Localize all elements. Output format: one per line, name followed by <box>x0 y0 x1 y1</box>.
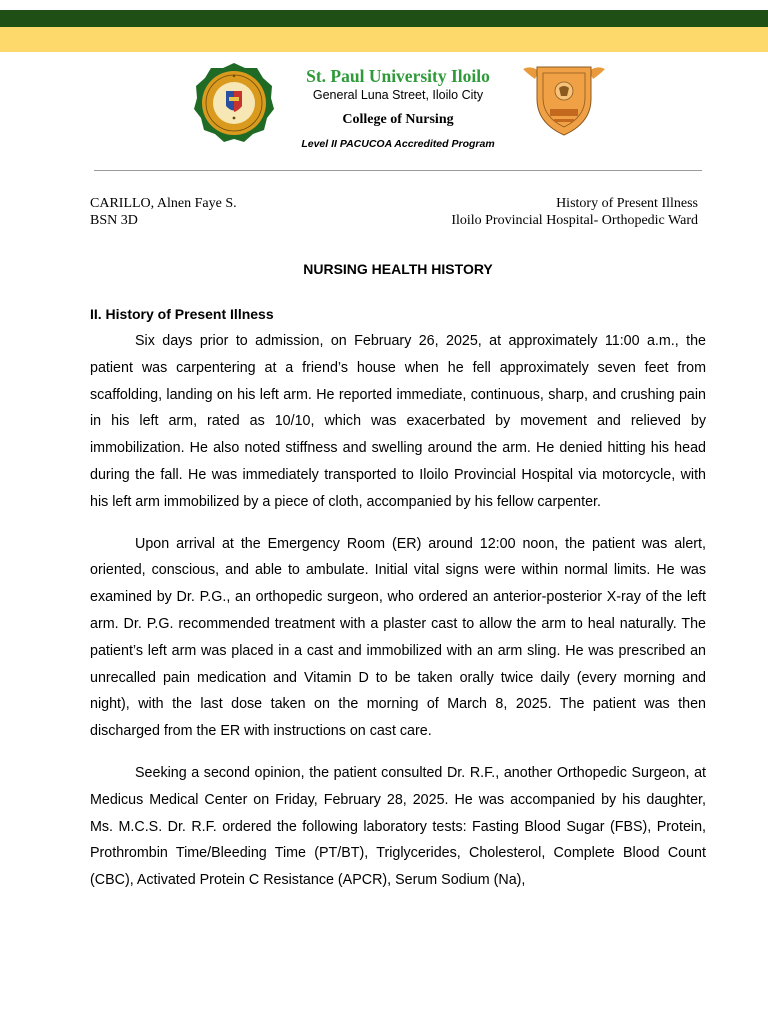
university-name: St. Paul University Iloilo <box>306 66 490 86</box>
document-context <box>451 195 698 229</box>
header-green-band <box>0 10 768 27</box>
document-type: History of Present Illness <box>556 196 698 211</box>
college-name: College of Nursing <box>342 112 454 127</box>
accreditation-line: Level II PACUCOA Accredited Program <box>301 138 495 150</box>
clinical-location: Iloilo Provincial Hospital- Orthopedic Ward <box>451 213 698 228</box>
section-body <box>90 328 706 909</box>
paragraph: Six days prior to admission, on February 26, 2025, at approximately 11:00 a.m., the patient was carpentering at a friend’s house when he fell approximately seven feet from scaffolding, landing on his left arm. He reported immediate, continuous, sharp, and crushing pain in his left arm, rated as 10/10, which was exacerbated by movement and relieved by immobilization. He also noted stiffness and swelling around the arm. He denied hitting his head during the fall. He was immediately transported to Iloilo Provincial Hospital via motorcycle, with his left arm immobilized by a piece of cloth, accompanied by his fellow carpenter. <box>90 333 706 510</box>
student-info <box>90 195 237 229</box>
page-title: NURSING HEALTH HISTORY <box>303 261 493 277</box>
university-seal-icon <box>193 62 275 144</box>
header-yellow-band <box>0 27 768 52</box>
nursing-shield-icon <box>521 63 607 137</box>
paragraph: Seeking a second opinion, the patient consulted Dr. R.F., another Orthopedic Surgeon, at Medicus Medical Center on Friday, February 28, 2025. He was accompanied by his daughter, Ms. M.C.S. Dr. R.F. ordered the following laboratory tests: Fasting Blood Sugar (FBS), Protein, Prothrombin Time/Bleeding Time (PT/BT), Triglycerides, Cholesterol, Complete Blood Count (CBC), Activated Protein C Resistance (APCR), Serum Sodium (Na), <box>90 764 706 889</box>
header-divider <box>94 170 702 171</box>
section-heading: II. History of Present Illness <box>90 306 274 322</box>
student-name: CARILLO, Alnen Faye S. <box>90 196 237 211</box>
student-section: BSN 3D <box>90 213 138 228</box>
university-address: General Luna Street, Iloilo City <box>312 88 484 102</box>
paragraph: Upon arrival at the Emergency Room (ER) around 12:00 noon, the patient was alert, oriented, conscious, and able to ambulate. Initial vital signs were within normal limits. He was examined by Dr. P.G., an orthopedic surgeon, who ordered an anterior-posterior X-ray of the left arm. Dr. P.G. recommended treatment with a plaster cast to allow the arm to heal naturally. The patient’s left arm was placed in a cast and immobilized with an arm sling. He was prescribed an unrecalled pain medication and Vitamin D to be taken orally twice daily (every morning and night), with the last dose taken on the morning of March 8, 2025. The patient was then discharged from the ER with instructions on cast care. <box>90 535 706 740</box>
